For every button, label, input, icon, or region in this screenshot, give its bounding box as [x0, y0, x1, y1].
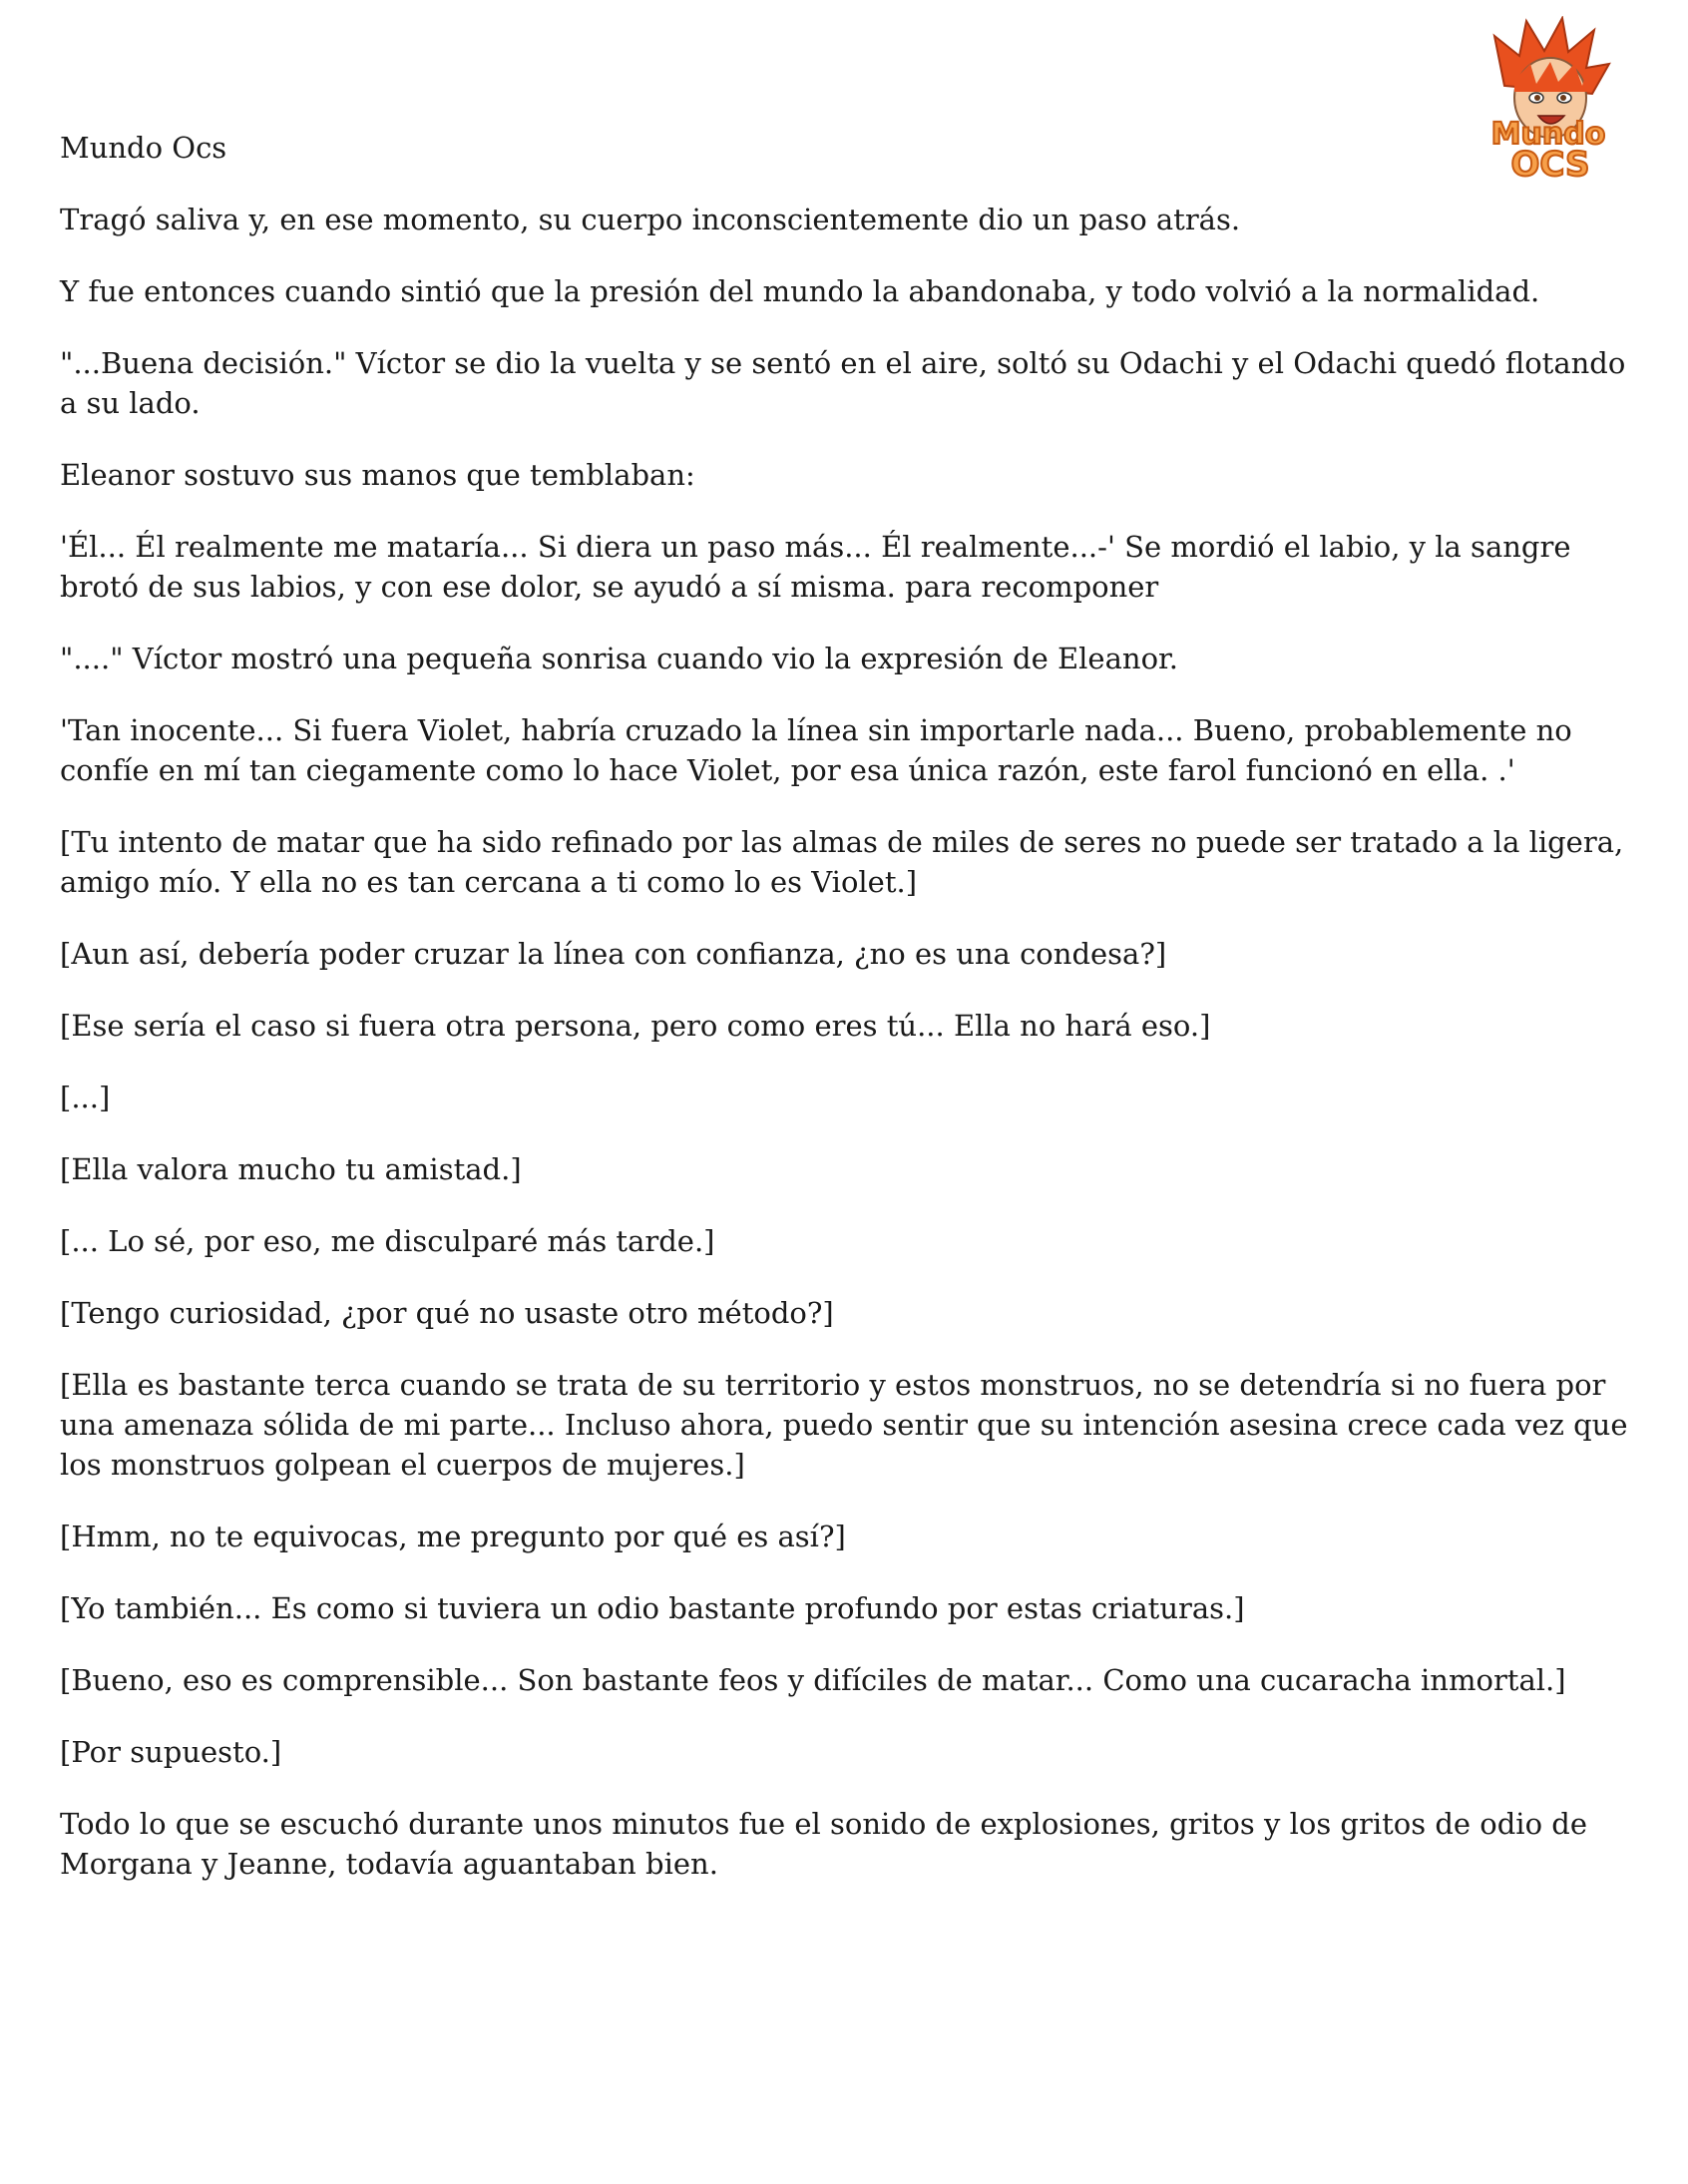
document-page: [60, 128, 1641, 1916]
paragraph: [Ese sería el caso si fuera otra persona, pero como eres tú... Ella no hará eso.]: [60, 1009, 1211, 1043]
paragraph: [Ella es bastante terca cuando se trata de su territorio y estos monstruos, no se detendría si no fuera por una amenaza sólida de mi parte... Incluso ahora, puedo sentir que su intención asesina crece cada vez que los monstruos golpean el cuerpos de mujeres.]: [60, 1368, 1628, 1482]
paragraph: [... Lo sé, por eso, me disculparé más tarde.]: [60, 1224, 715, 1258]
paragraph: 'Él... Él realmente me mataría... Si diera un paso más... Él realmente...-' Se mordió el labio, y la sangre brotó de sus labios, y con ese dolor, se ayudó a sí misma. para recomponer: [60, 530, 1571, 604]
paragraph: Todo lo que se escuchó durante unos minutos fue el sonido de explosiones, gritos y los gritos de odio de Morgana y Jeanne, todavía aguantaban bien.: [60, 1807, 1587, 1881]
paragraph: [...]: [60, 1081, 111, 1114]
paragraph: 'Tan inocente... Si fuera Violet, habría cruzado la línea sin importarle nada... Bueno, probablemente no confíe en mí tan ciegamente como lo hace Violet, por esa única razón, este farol funcionó en ella. .': [60, 713, 1572, 787]
paragraph: "...." Víctor mostró una pequeña sonrisa cuando vio la expresión de Eleanor.: [60, 642, 1178, 675]
logo-text-line2: OCS: [1510, 145, 1590, 184]
paragraph: [Por supuesto.]: [60, 1735, 282, 1769]
paragraph: Eleanor sostuvo sus manos que temblaban:: [60, 458, 695, 492]
page-title: Mundo Ocs: [60, 131, 227, 165]
paragraph: [Bueno, eso es comprensible... Son bastante feos y difíciles de matar... Como una cucaracha inmortal.]: [60, 1663, 1566, 1697]
paragraph: [Tengo curiosidad, ¿por qué no usaste otro método?]: [60, 1296, 834, 1330]
paragraph: [Aun así, debería poder cruzar la línea con confianza, ¿no es una condesa?]: [60, 937, 1167, 971]
paragraph: [Hmm, no te equivocas, me pregunto por qué es así?]: [60, 1520, 846, 1553]
logo-text-line1: Mundo: [1490, 117, 1606, 152]
paragraph: [Yo también... Es como si tuviera un odio bastante profundo por estas criaturas.]: [60, 1591, 1245, 1625]
paragraph: Tragó saliva y, en ese momento, su cuerpo inconscientemente dio un paso atrás.: [60, 203, 1241, 236]
paragraph: [Tu intento de matar que ha sido refinado por las almas de miles de seres no puede ser tratado a la ligera, amigo mío. Y ella no es tan cercana a ti como lo es Violet.]: [60, 825, 1624, 899]
paragraph: "...Buena decisión." Víctor se dio la vuelta y se sentó en el aire, soltó su Odachi y el Odachi quedó flotando a su lado.: [60, 346, 1626, 420]
paragraph: Y fue entonces cuando sintió que la presión del mundo la abandonaba, y todo volvió a la normalidad.: [60, 274, 1540, 308]
paragraph: [Ella valora mucho tu amistad.]: [60, 1152, 522, 1186]
